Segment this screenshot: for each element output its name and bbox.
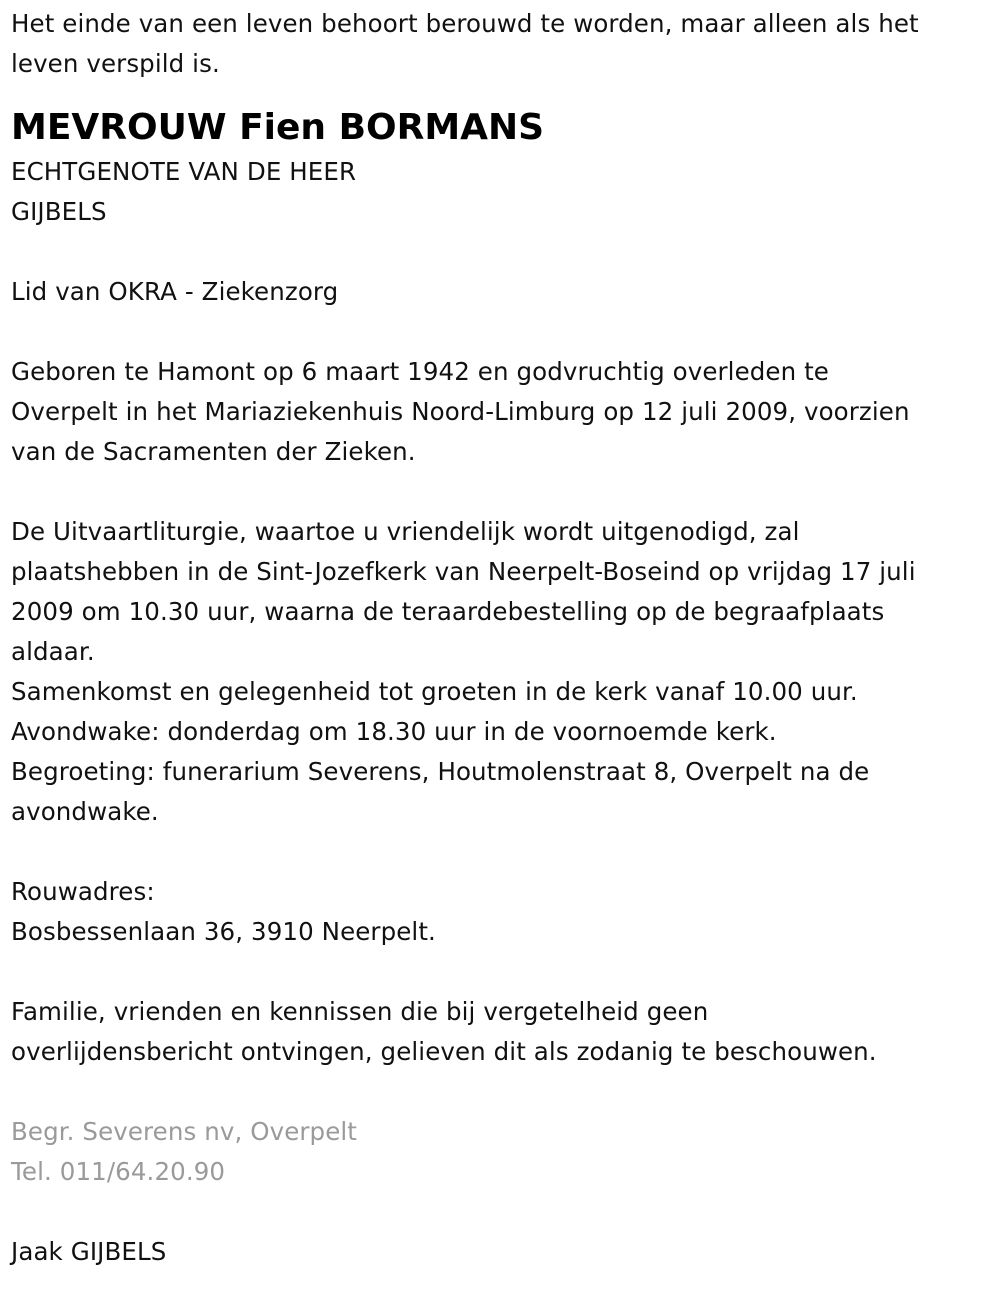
membership: Lid van OKRA - Ziekenzorg (11, 277, 339, 306)
spacer (11, 312, 1000, 352)
motto-line: Het einde van een leven behoort berouwd te worden, maar alleen als het (11, 9, 919, 38)
spouse-line: ECHTGENOTE VAN DE HEER (11, 157, 357, 186)
spacer (11, 1192, 1000, 1232)
paragraph-line: Avondwake: donderdag om 18.30 uur in de voornoemde kerk. (11, 717, 777, 746)
paragraph-line: 2009 om 10.30 uur, waarna de teraardebestelling op de begraafplaats (11, 597, 885, 626)
paragraph-line: overlijdensbericht ontvingen, gelieven dit als zodanig te beschouwen. (11, 1037, 877, 1066)
birth-death-paragraph (11, 352, 1000, 472)
address-value: Bosbessenlaan 36, 3910 Neerpelt. (11, 917, 436, 946)
mourning-address (11, 872, 1000, 952)
deceased-name: MEVROUW Fien BORMANS (11, 107, 545, 148)
undertaker-phone: Tel. 011/64.20.90 (11, 1157, 226, 1186)
motto-line: leven verspild is. (11, 49, 220, 78)
paragraph-line: Begroeting: funerarium Severens, Houtmolenstraat 8, Overpelt na de (11, 757, 870, 786)
funeral-paragraph (11, 512, 1000, 832)
paragraph-line: avondwake. (11, 797, 159, 826)
paragraph-line: Overpelt in het Mariaziekenhuis Noord-Limburg op 12 juli 2009, voorzien (11, 397, 910, 426)
spouse-line: GIJBELS (11, 197, 107, 226)
notice-paragraph (11, 992, 1000, 1072)
address-label: Rouwadres: (11, 877, 155, 906)
paragraph-line: Familie, vrienden en kennissen die bij vergetelheid geen (11, 997, 709, 1026)
signature: Jaak GIJBELS (11, 1237, 167, 1266)
spacer (11, 232, 1000, 272)
paragraph-line: van de Sacramenten der Zieken. (11, 437, 416, 466)
spacer (11, 952, 1000, 992)
spacer (11, 832, 1000, 872)
paragraph-line: De Uitvaartliturgie, waartoe u vriendelijk wordt uitgenodigd, zal (11, 517, 800, 546)
paragraph-line: Samenkomst en gelegenheid tot groeten in de kerk vanaf 10.00 uur. (11, 677, 858, 706)
spouse-block (11, 152, 1000, 232)
spacer (11, 472, 1000, 512)
motto (11, 4, 1000, 84)
spacer (11, 1072, 1000, 1112)
paragraph-line: aldaar. (11, 637, 95, 666)
undertaker-info (11, 1112, 1000, 1192)
paragraph-line: Geboren te Hamont op 6 maart 1942 en godvruchtig overleden te (11, 357, 829, 386)
paragraph-line: plaatshebben in de Sint-Jozefkerk van Neerpelt-Boseind op vrijdag 17 juli (11, 557, 916, 586)
undertaker-name: Begr. Severens nv, Overpelt (11, 1117, 357, 1146)
